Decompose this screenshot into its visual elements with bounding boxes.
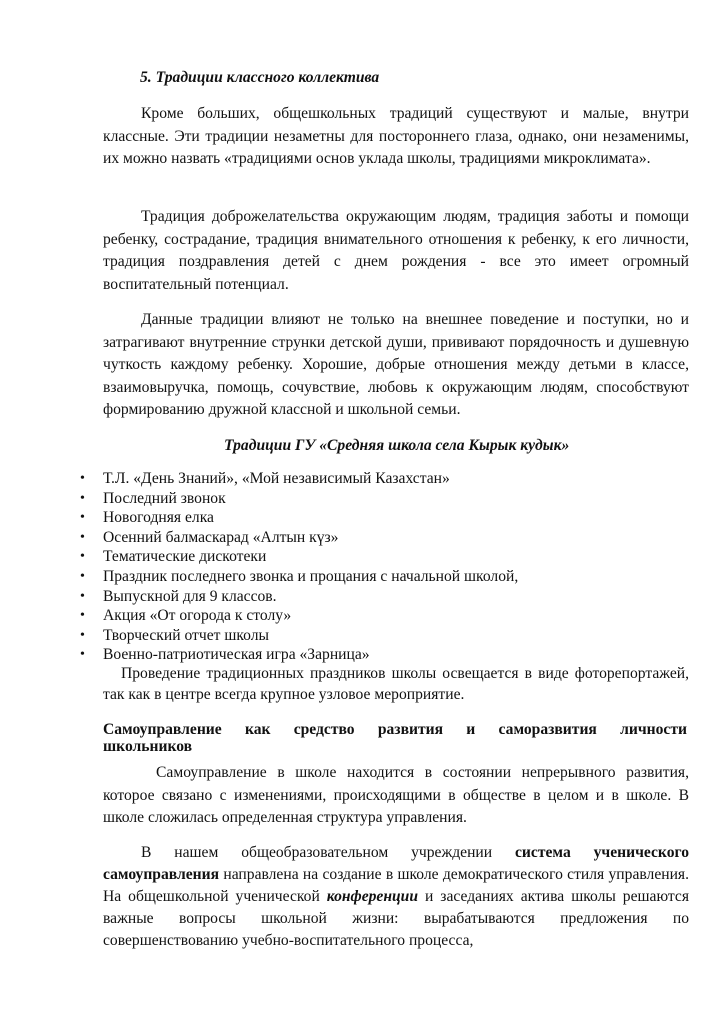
text-fragment: В нашем общеобразовательном учреждении [141,844,516,861]
heading-class-traditions: 5. Традиции классного коллектива [140,69,380,86]
list-item: • Акция «От огорода к столу» [0,606,518,626]
list-item: • Осенний балмаскарад «Алтын күз» [0,528,518,548]
list-item: • Последний звонок [0,489,518,509]
heading-self-government-cont: школьников [103,738,193,755]
list-item: • Тематические дискотеки [0,547,518,567]
text-fragment: направлена на создание в школе демократического стиля управления. На общешкольной ученической [103,866,689,905]
heading-school-traditions: Традиции ГУ «Средняя школа села Кырык кудык» [224,437,570,454]
paragraph-small-traditions: Кроме больших, общешкольных традиций существуют и малые, внутри классные. Эти традиции незаметны для постороннего глаза, однако, они незаменимы, их можно назвать «традициями основ уклада школы, традициями микроклимата». [103,105,689,167]
paragraph-student-council [103,842,689,952]
list-item: • Праздник последнего звонка и прощания с начальной школой, [0,567,518,587]
text-fragment: и заседаниях актива школы решаются важные вопросы школьной жизни: вырабатываются предложения по совершенствованию учебно-воспитательного процесса, [103,888,689,949]
paragraph-photo-reports: Проведение традиционных праздников школы освещается в виде фоторепортажей, так как в центре всегда крупное узловое мероприятие. [103,665,689,703]
paragraph-self-government: Самоуправление в школе находится в состоянии непрерывного развития, которое связано с изменениями, происходящими в обществе в целом и в школе. В школе сложилась определенная структура управления. [103,764,689,826]
term-student-self-government: система ученического самоуправления [103,844,689,883]
paragraph-kindness-traditions: Традиция доброжелательства окружающим людям, традиция заботы и помощи ребенку, сострадание, традиция внимательного отношения к ребенку, к его личности, традиция поздравления детей с днем рождения - все это имеет огромный воспитательный потенциал. [103,208,689,293]
list-item: • Военно-патриотическая игра «Зарница» [0,645,518,665]
paragraph-influence: Данные традиции влияют не только на внешнее поведение и поступки, но и затрагивают внутренние струнки детской души, прививают порядочность и душевную чуткость каждому ребенку. Хорошие, добрые отношения между детьми в классе, взаимовыручка, помощь, сочувствие, любовь к окружающим людям, способствуют формированию дружной классной и школьной семьи. [103,311,689,418]
list-item: • Творческий отчет школы [0,626,518,646]
traditions-list [0,469,518,665]
list-item: • Новогодняя елка [0,508,518,528]
list-item: • Выпускной для 9 классов. [0,587,518,607]
term-conference: конференции [326,888,419,905]
heading-self-government: Самоуправление как средство развития и саморазвития личности [103,721,687,738]
list-item: • Т.Л. «День Знаний», «Мой независимый Казахстан» [0,469,518,489]
